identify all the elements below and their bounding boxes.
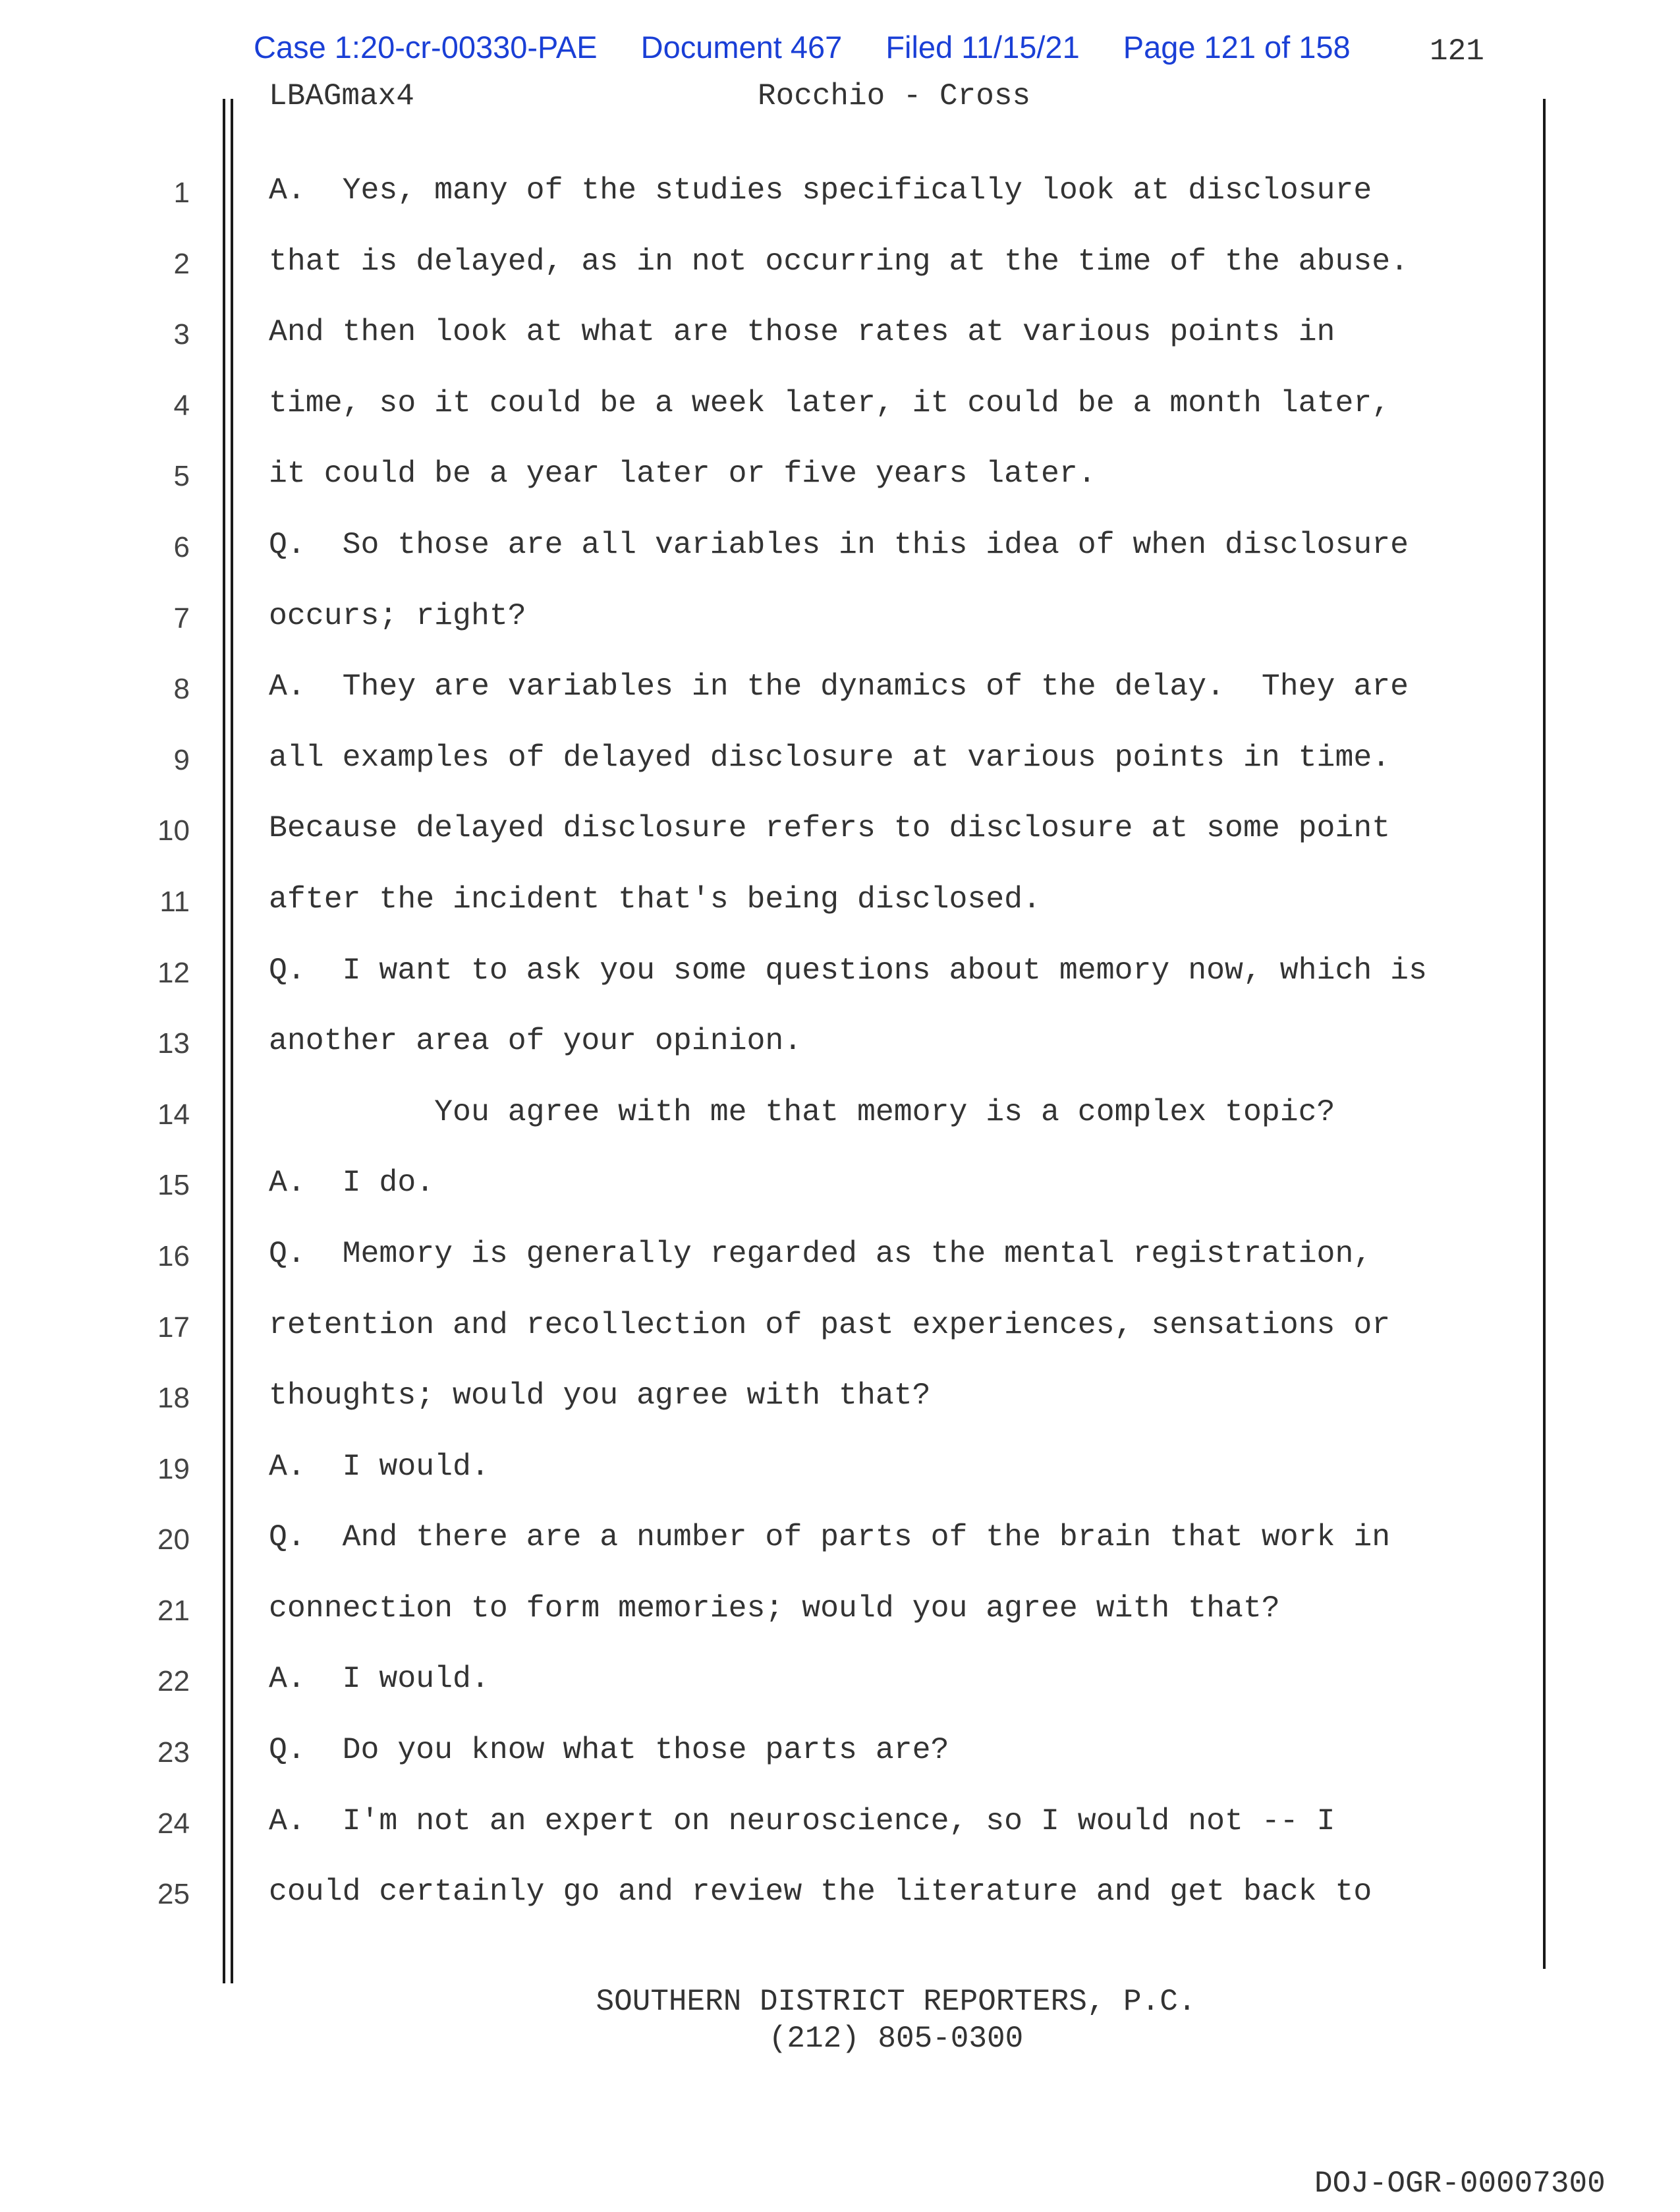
transcript-line — [0, 383, 1680, 454]
line-number: 11 — [159, 885, 190, 918]
line-number: 13 — [157, 1027, 190, 1060]
transcript-line — [0, 525, 1680, 596]
transcript-line — [0, 1305, 1680, 1376]
transcript-line — [0, 1446, 1680, 1517]
line-number: 3 — [173, 318, 190, 351]
transcript-line — [0, 666, 1680, 737]
transcript-line — [0, 1092, 1680, 1163]
line-number: 12 — [157, 956, 190, 989]
line-number: 24 — [157, 1807, 190, 1840]
line-number: 25 — [157, 1878, 190, 1911]
transcript-line — [0, 808, 1680, 879]
page-of-total: Page 121 of 158 — [1123, 30, 1351, 65]
line-number: 10 — [157, 814, 190, 847]
transcript-line — [0, 737, 1680, 808]
line-text: A. I would. — [269, 1448, 490, 1484]
transcript-page-number: 121 — [1430, 34, 1484, 69]
line-text: connection to form memories; would you agree with that? — [269, 1590, 1280, 1626]
transcript-line — [0, 1588, 1680, 1659]
line-number: 1 — [173, 177, 190, 209]
filed-date: Filed 11/15/21 — [885, 30, 1080, 65]
line-text: A. Yes, many of the studies specifically look at disclosure — [269, 173, 1372, 208]
line-number: 22 — [157, 1665, 190, 1698]
line-text: time, so it could be a week later, it could be a month later, — [269, 385, 1391, 420]
line-number: 21 — [157, 1594, 190, 1627]
line-number: 18 — [157, 1382, 190, 1415]
line-text: Because delayed disclosure refers to disclosure at some point — [269, 810, 1391, 846]
case-number: Case 1:20-cr-00330-PAE — [254, 30, 598, 65]
line-text: it could be a year later or five years later. — [269, 456, 1096, 492]
line-number: 8 — [173, 673, 190, 706]
line-text: thoughts; would you agree with that? — [269, 1378, 931, 1413]
transcript-line — [0, 1659, 1680, 1730]
transcript-line — [0, 950, 1680, 1021]
line-number: 16 — [157, 1239, 190, 1272]
transcript-code: LBAGmax4 — [269, 79, 414, 113]
bates-number: DOJ-OGR-00007300 — [1314, 2167, 1606, 2201]
transcript-line — [0, 1871, 1680, 1943]
transcript-line — [0, 1162, 1680, 1234]
witness-examination-title: Rocchio - Cross — [758, 79, 1031, 113]
transcript-line — [0, 1801, 1680, 1872]
line-text: Q. So those are all variables in this idea of when disclosure — [269, 526, 1409, 562]
transcript-line — [0, 1375, 1680, 1446]
line-number: 23 — [157, 1736, 190, 1769]
reporter-footer — [0, 1983, 1680, 2057]
line-text: could certainly go and review the literature and get back to — [269, 1874, 1372, 1910]
line-number: 2 — [173, 247, 190, 280]
transcript-line — [0, 1730, 1680, 1801]
transcript-line — [0, 312, 1680, 383]
reporter-phone: (212) 805-0300 — [768, 2022, 1024, 2056]
line-text: that is delayed, as in not occurring at the time of the abuse. — [269, 243, 1409, 279]
line-text: another area of your opinion. — [269, 1023, 802, 1059]
line-text: all examples of delayed disclosure at various points in time. — [269, 739, 1391, 775]
transcript-line — [0, 453, 1680, 525]
line-text: A. I'm not an expert on neuroscience, so I would not -- I — [269, 1803, 1335, 1838]
transcript-line — [0, 1517, 1680, 1588]
ecf-stamp-header — [254, 29, 1351, 65]
line-text: retention and recollection of past experiences, sensations or — [269, 1307, 1391, 1342]
line-number: 20 — [157, 1523, 190, 1556]
line-number: 14 — [157, 1098, 190, 1131]
line-text: And then look at what are those rates at various points in — [269, 314, 1335, 350]
line-number: 19 — [157, 1452, 190, 1485]
line-text: A. They are variables in the dynamics of the delay. They are — [269, 669, 1409, 704]
line-text: occurs; right? — [269, 598, 526, 633]
transcript-line — [0, 241, 1680, 312]
line-text: Q. And there are a number of parts of the brain that work in — [269, 1519, 1391, 1555]
line-text: Q. Memory is generally regarded as the mental registration, — [269, 1235, 1372, 1271]
transcript-line — [0, 1021, 1680, 1092]
line-text: after the incident that's being disclosed. — [269, 881, 1041, 917]
transcript-line — [0, 879, 1680, 950]
line-number: 9 — [173, 743, 190, 776]
document-number: Document 467 — [640, 30, 843, 65]
transcript-lines — [0, 170, 1680, 1943]
transcript-line — [0, 596, 1680, 667]
line-number: 5 — [173, 460, 190, 493]
line-number: 17 — [157, 1311, 190, 1344]
line-number: 15 — [157, 1169, 190, 1202]
line-number: 7 — [173, 602, 190, 635]
line-text: Q. Do you know what those parts are? — [269, 1732, 949, 1768]
line-text: A. I do. — [269, 1165, 435, 1201]
line-text: You agree with me that memory is a complex topic? — [269, 1094, 1335, 1129]
line-text: A. I would. — [269, 1661, 490, 1697]
line-text: Q. I want to ask you some questions about memory now, which is — [269, 952, 1427, 988]
line-number: 4 — [173, 389, 190, 422]
transcript-line — [0, 170, 1680, 241]
reporter-name: SOUTHERN DISTRICT REPORTERS, P.C. — [596, 1985, 1196, 2019]
line-number: 6 — [173, 530, 190, 563]
transcript-line — [0, 1234, 1680, 1305]
